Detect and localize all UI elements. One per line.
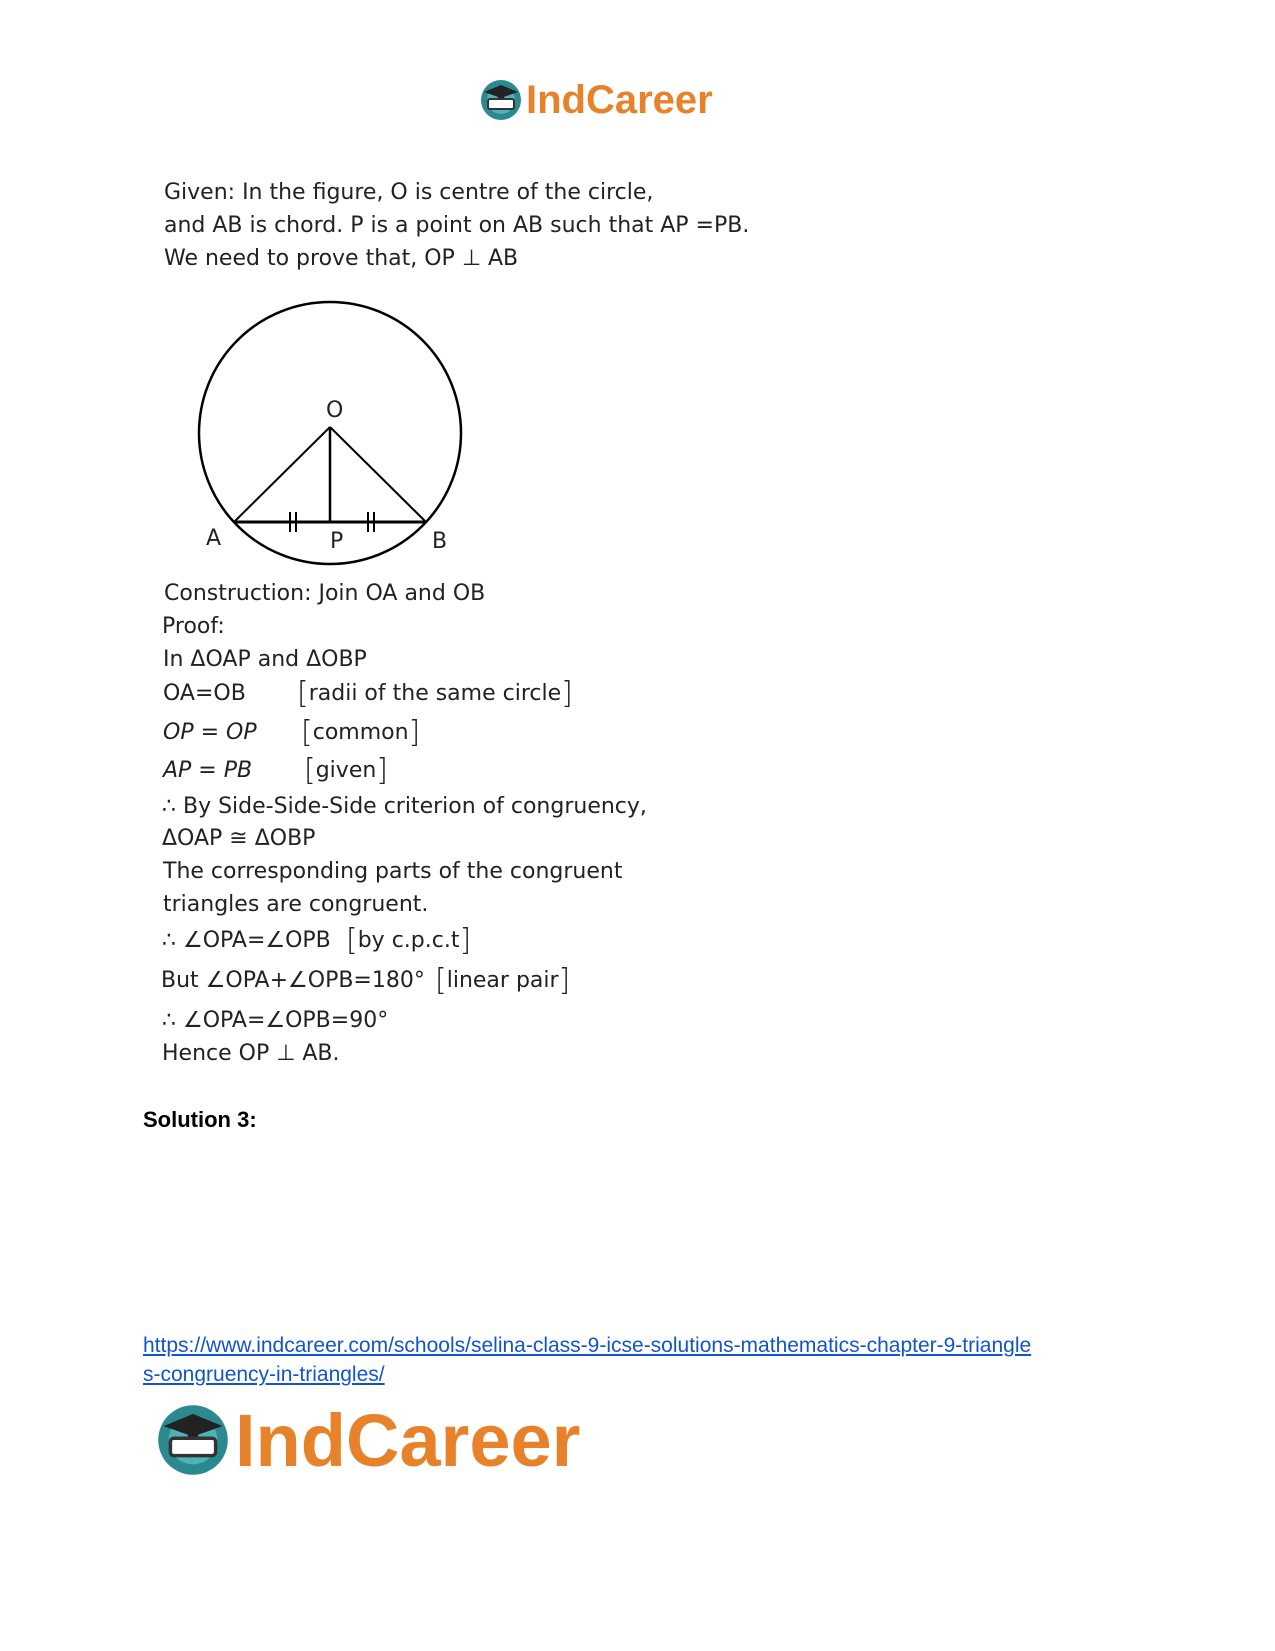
graduation-book-icon <box>478 77 524 123</box>
graduation-book-icon <box>153 1400 233 1480</box>
segment-ob <box>330 427 426 522</box>
cpct-line-1: The corresponding parts of the congruent <box>163 859 623 884</box>
angle-equal-reason: by c.p.c.t <box>357 928 460 953</box>
statement-1-left: OA=OB <box>163 681 246 706</box>
label-o: O <box>326 398 344 423</box>
linear-pair-reason: linear pair <box>446 968 559 993</box>
header-logo <box>478 74 713 126</box>
hence-line: Hence OP ⊥ AB. <box>162 1041 340 1066</box>
statement-2-left: OP = OP <box>163 720 257 745</box>
angle-equal-text: ∴ ∠OPA=∠OPB <box>162 928 331 953</box>
footer-link-line-1: https://www.indcareer.com/schools/selina-class-9-icse-solutions-mathematics-chapter-9-triangle <box>143 1334 1032 1357</box>
congruent-line: ΔOAP ≅ ΔOBP <box>162 826 316 851</box>
footer-logo-text: IndCareer <box>235 1398 581 1482</box>
linear-pair-text: But ∠OPA+∠OPB=180° <box>161 968 425 993</box>
footer-link-line-2: s-congruency-in-triangles/ <box>143 1363 385 1386</box>
given-line-1: Given: In the figure, O is centre of the circle, <box>164 180 654 205</box>
sss-line: ∴ By Side-Side-Side criterion of congruency, <box>162 794 647 819</box>
given-line-2: and AB is chord. P is a point on AB such that AP =PB. <box>164 213 750 238</box>
footer-logo <box>153 1398 580 1482</box>
segment-oa <box>234 427 330 522</box>
statement-1: OA=OB [radii of the same circle] <box>163 676 573 711</box>
triangles-line: In ΔOAP and ΔOBP <box>163 647 367 672</box>
solution-heading: Solution 3: <box>143 1107 257 1132</box>
proof-label: Proof: <box>162 614 225 639</box>
statement-3: AP = PB [given] <box>163 753 389 788</box>
footer-link[interactable] <box>143 1331 1031 1389</box>
label-p: P <box>330 529 344 554</box>
statement-1-reason: radii of the same circle <box>308 681 562 706</box>
cpct-line-2: triangles are congruent. <box>163 892 429 917</box>
linear-pair-line: But ∠OPA+∠OPB=180° [linear pair] <box>161 963 571 998</box>
given-line-3: We need to prove that, OP ⊥ AB <box>164 246 519 271</box>
label-b: B <box>432 529 448 554</box>
header-logo-text: IndCareer <box>526 77 713 122</box>
right-angle-line: ∴ ∠OPA=∠OPB=90° <box>162 1008 389 1033</box>
statement-2: OP = OP [common] <box>163 715 421 750</box>
construction-line: Construction: Join OA and OB <box>164 581 486 606</box>
label-a: A <box>206 526 222 551</box>
statement-2-reason: common <box>312 720 409 745</box>
statement-3-left: AP = PB <box>163 758 253 783</box>
statement-3-reason: given <box>315 758 377 783</box>
angle-equal-line: ∴ ∠OPA=∠OPB [by c.p.c.t] <box>162 923 472 958</box>
